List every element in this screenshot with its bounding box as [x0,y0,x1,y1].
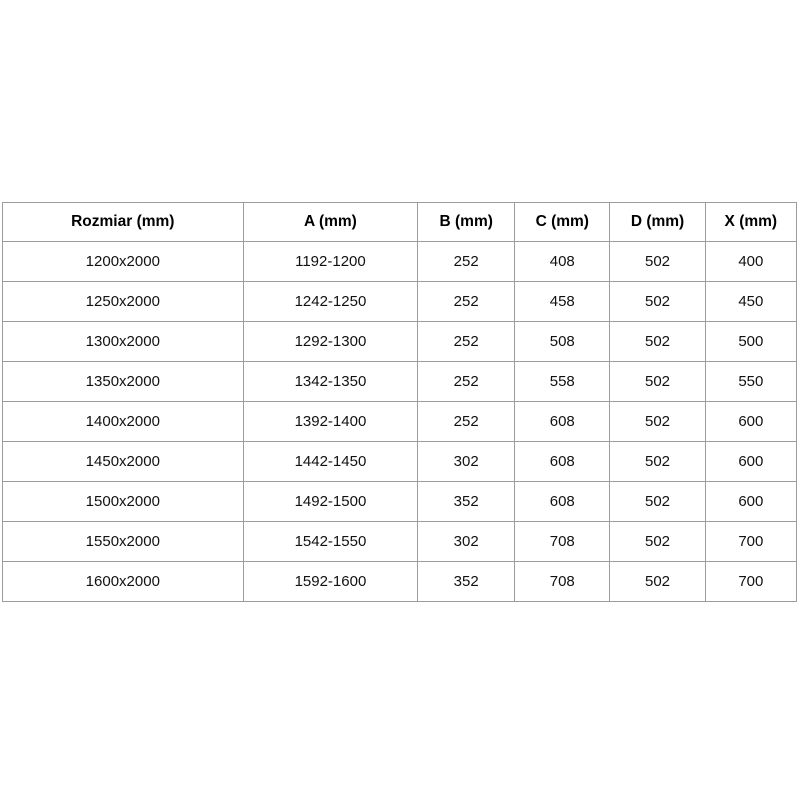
column-header: B (mm) [418,203,515,242]
table-cell: 502 [610,402,705,442]
table-cell: 508 [515,322,610,362]
table-cell: 400 [705,242,796,282]
table-cell: 502 [610,362,705,402]
table-cell: 1342-1350 [243,362,418,402]
table-cell: 708 [515,562,610,602]
column-header: C (mm) [515,203,610,242]
table-cell: 1350x2000 [3,362,244,402]
column-header: D (mm) [610,203,705,242]
table-cell: 1192-1200 [243,242,418,282]
table-cell: 1250x2000 [3,282,244,322]
table-row [3,402,797,442]
table-body [3,242,797,602]
table-cell: 502 [610,322,705,362]
table-cell: 600 [705,402,796,442]
column-header: X (mm) [705,203,796,242]
size-spec-table [2,202,797,602]
size-spec-table-container [2,202,797,600]
table-header [3,203,797,242]
table-cell: 1542-1550 [243,522,418,562]
table-cell: 1200x2000 [3,242,244,282]
table-cell: 502 [610,562,705,602]
table-cell: 252 [418,322,515,362]
table-cell: 502 [610,282,705,322]
table-cell: 1550x2000 [3,522,244,562]
table-cell: 502 [610,442,705,482]
table-cell: 558 [515,362,610,402]
table-cell: 700 [705,522,796,562]
table-cell: 1450x2000 [3,442,244,482]
table-cell: 302 [418,442,515,482]
table-cell: 252 [418,362,515,402]
table-cell: 450 [705,282,796,322]
table-cell: 700 [705,562,796,602]
table-cell: 352 [418,562,515,602]
table-cell: 1292-1300 [243,322,418,362]
table-cell: 1592-1600 [243,562,418,602]
table-cell: 1500x2000 [3,482,244,522]
table-cell: 408 [515,242,610,282]
table-cell: 252 [418,402,515,442]
table-cell: 1600x2000 [3,562,244,602]
table-row [3,322,797,362]
table-cell: 502 [610,242,705,282]
table-cell: 608 [515,442,610,482]
column-header: A (mm) [243,203,418,242]
table-cell: 458 [515,282,610,322]
table-cell: 500 [705,322,796,362]
table-cell: 1400x2000 [3,402,244,442]
table-cell: 1392-1400 [243,402,418,442]
table-cell: 502 [610,522,705,562]
table-cell: 302 [418,522,515,562]
table-row [3,442,797,482]
table-row [3,242,797,282]
table-cell: 600 [705,482,796,522]
table-row [3,562,797,602]
table-row [3,482,797,522]
table-cell: 608 [515,402,610,442]
table-cell: 1300x2000 [3,322,244,362]
table-row [3,522,797,562]
table-cell: 1492-1500 [243,482,418,522]
table-cell: 252 [418,282,515,322]
column-header: Rozmiar (mm) [3,203,244,242]
table-row [3,282,797,322]
table-cell: 502 [610,482,705,522]
table-cell: 608 [515,482,610,522]
table-cell: 252 [418,242,515,282]
table-cell: 352 [418,482,515,522]
table-cell: 708 [515,522,610,562]
table-cell: 1242-1250 [243,282,418,322]
table-cell: 550 [705,362,796,402]
table-row [3,362,797,402]
table-cell: 600 [705,442,796,482]
table-cell: 1442-1450 [243,442,418,482]
header-row [3,203,797,242]
